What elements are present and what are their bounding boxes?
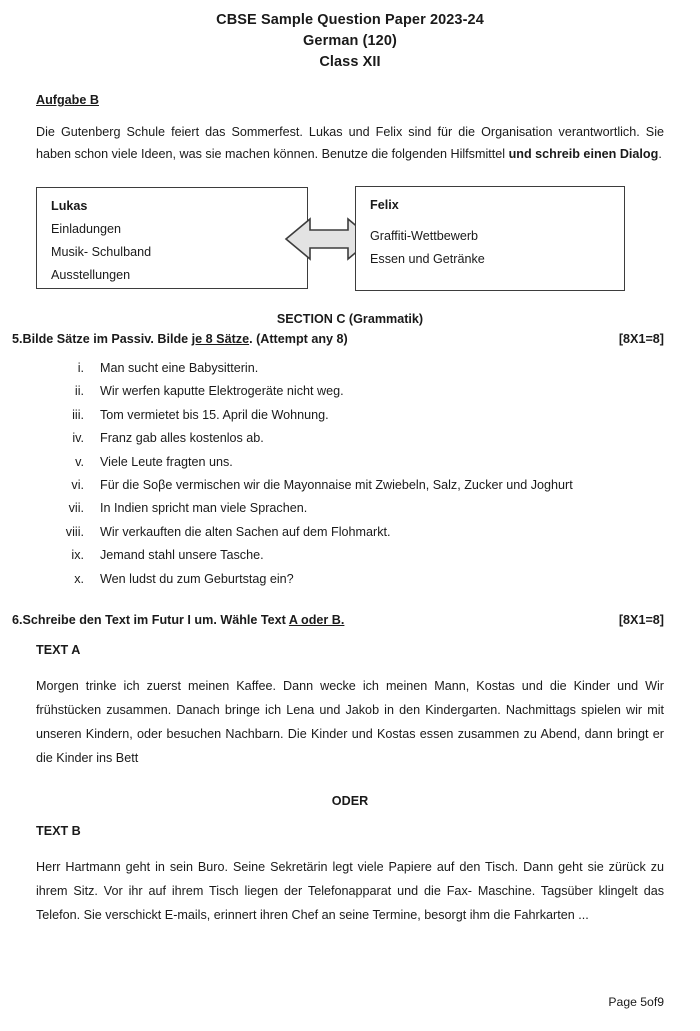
list-item-number: vii.	[68, 501, 84, 516]
idea-box-felix-item-2: Essen und Getränke	[370, 252, 485, 266]
title-line-3: Class XII	[319, 54, 381, 70]
title-line-1: CBSE Sample Question Paper 2023-24	[216, 12, 484, 28]
question-5-text	[12, 332, 348, 346]
list-item	[36, 380, 664, 403]
list-item	[36, 497, 664, 520]
title-line-2: German (120)	[303, 33, 397, 49]
list-item-number: iii.	[72, 407, 84, 422]
list-item-text: Jemand stahl unsere Tasche.	[100, 548, 264, 563]
question-5-row	[12, 332, 664, 346]
list-item-number: v.	[75, 454, 84, 469]
idea-box-lukas-item-3: Ausstellungen	[51, 268, 131, 282]
question-5-text-underlined: je 8 Sätze	[191, 332, 250, 346]
list-item-text: Wen ludst du zum Geburtstag ein?	[100, 571, 294, 586]
question-6-number: 6.	[12, 613, 23, 628]
idea-box-lukas-item-2: Musik- Schulband	[51, 245, 152, 259]
question-5-number: 5.	[12, 332, 23, 346]
idea-box-felix-item-1: Graffiti-Wettbewerb	[370, 229, 479, 243]
text-a-label: TEXT A	[36, 643, 81, 658]
list-item-number: i.	[77, 361, 84, 375]
list-item-number: ix.	[71, 548, 84, 563]
question-6-marks: [8X1=8]	[618, 613, 664, 628]
list-item	[36, 521, 664, 544]
list-item	[36, 568, 664, 591]
question-5-text-a: Bilde Sätze im Passiv. Bilde	[22, 332, 192, 346]
question-6-text-underlined: A oder B.	[288, 613, 345, 628]
oder-separator: ODER	[331, 794, 369, 809]
list-item-number: viii.	[65, 524, 84, 539]
list-item	[36, 451, 664, 474]
list-item-text: Viele Leute fragten uns.	[100, 454, 233, 469]
question-6-text	[12, 613, 344, 627]
aufgabe-b-paragraph	[36, 122, 664, 165]
aufgabe-b-heading: Aufgabe B	[36, 93, 99, 107]
list-item-text: In Indien spricht man viele Sprachen.	[100, 501, 308, 516]
list-item-text: Tom vermietet bis 15. April die Wohnung.	[100, 407, 329, 422]
section-c-heading: SECTION C (Grammatik)	[276, 312, 424, 326]
question-5-marks: [8X1=8]	[618, 332, 664, 346]
list-item	[36, 474, 664, 497]
list-item-text: Wir verkauften die alten Sachen auf dem Flohmarkt.	[100, 524, 391, 539]
question-6-row	[12, 613, 664, 627]
question-5-sentence-list	[36, 357, 664, 591]
idea-box-felix	[355, 186, 625, 291]
list-item	[36, 404, 664, 427]
list-item	[36, 427, 664, 450]
text-b-body: Herr Hartmann geht in sein Buro. Seine Sekretärin legt viele Papiere auf den Tisch. Dann geht sie zürück zu ihrem Sitz. Vor ihr auf ihrem Tisch liegen der Telefonapparat und die Fax- Maschine. Tagsüber klingelt das Telefon. Sie verschickt E-mails, erinnert ihren Chef an seine Termine, besorgt ihm die Fahrkarten ...	[36, 860, 664, 923]
aufgabe-b-text-period: .	[658, 146, 662, 161]
list-item-text: Wir werfen kaputte Elektrogeräte nicht weg.	[100, 384, 344, 399]
page-title	[0, 0, 700, 73]
idea-boxes-group	[36, 179, 664, 291]
list-item-number: ii.	[74, 384, 84, 399]
aufgabe-b-text-normal: Die Gutenberg Schule feiert das Sommerfest. Lukas und Felix sind für die Organisation verantwortlich. Sie haben schon viele Ideen, was sie machen können. Benutze die folgenden Hilfsmittel	[36, 125, 664, 161]
list-item-number: vi.	[71, 478, 84, 493]
list-item-number: x.	[74, 571, 84, 586]
idea-box-lukas-item-1: Einladungen	[51, 222, 122, 236]
text-a-body: Morgen trinke ich zuerst meinen Kaffee. Dann wecke ich meinen Mann, Kostas und die Kinder und Wir frühstücken zusammen. Danach bringe ich Lena und Jakob in den Kindergarten. Nachmittags spielen wir mit unseren Kindern, oder besuchen Nachbarn. Die Kinder und Kostas essen zusammen zu Abend, dann bringt er die Kinder ins Bett	[36, 679, 664, 766]
text-b-label: TEXT B	[36, 824, 81, 839]
question-6-text-a: Schreibe den Text im Futur I um. Wähle Text	[22, 613, 289, 628]
list-item-text: Franz gab alles kostenlos ab.	[100, 431, 264, 446]
idea-box-felix-name: Felix	[370, 198, 399, 212]
list-item-number: iv.	[72, 431, 84, 446]
question-5-text-b: . (Attempt any 8)	[249, 332, 348, 346]
aufgabe-b-text-bold: und schreib einen Dialog	[508, 146, 659, 161]
page-footer: Page 5of9	[608, 995, 664, 1009]
list-item	[36, 544, 664, 567]
list-item-text: Für die Soβe vermischen wir die Mayonnaise mit Zwiebeln, Salz, Zucker und Joghurt	[100, 478, 573, 493]
list-item-text: Man sucht eine Babysitterin.	[100, 361, 259, 375]
list-item	[36, 357, 664, 380]
idea-box-lukas	[36, 187, 308, 289]
idea-box-lukas-name: Lukas	[51, 199, 88, 213]
